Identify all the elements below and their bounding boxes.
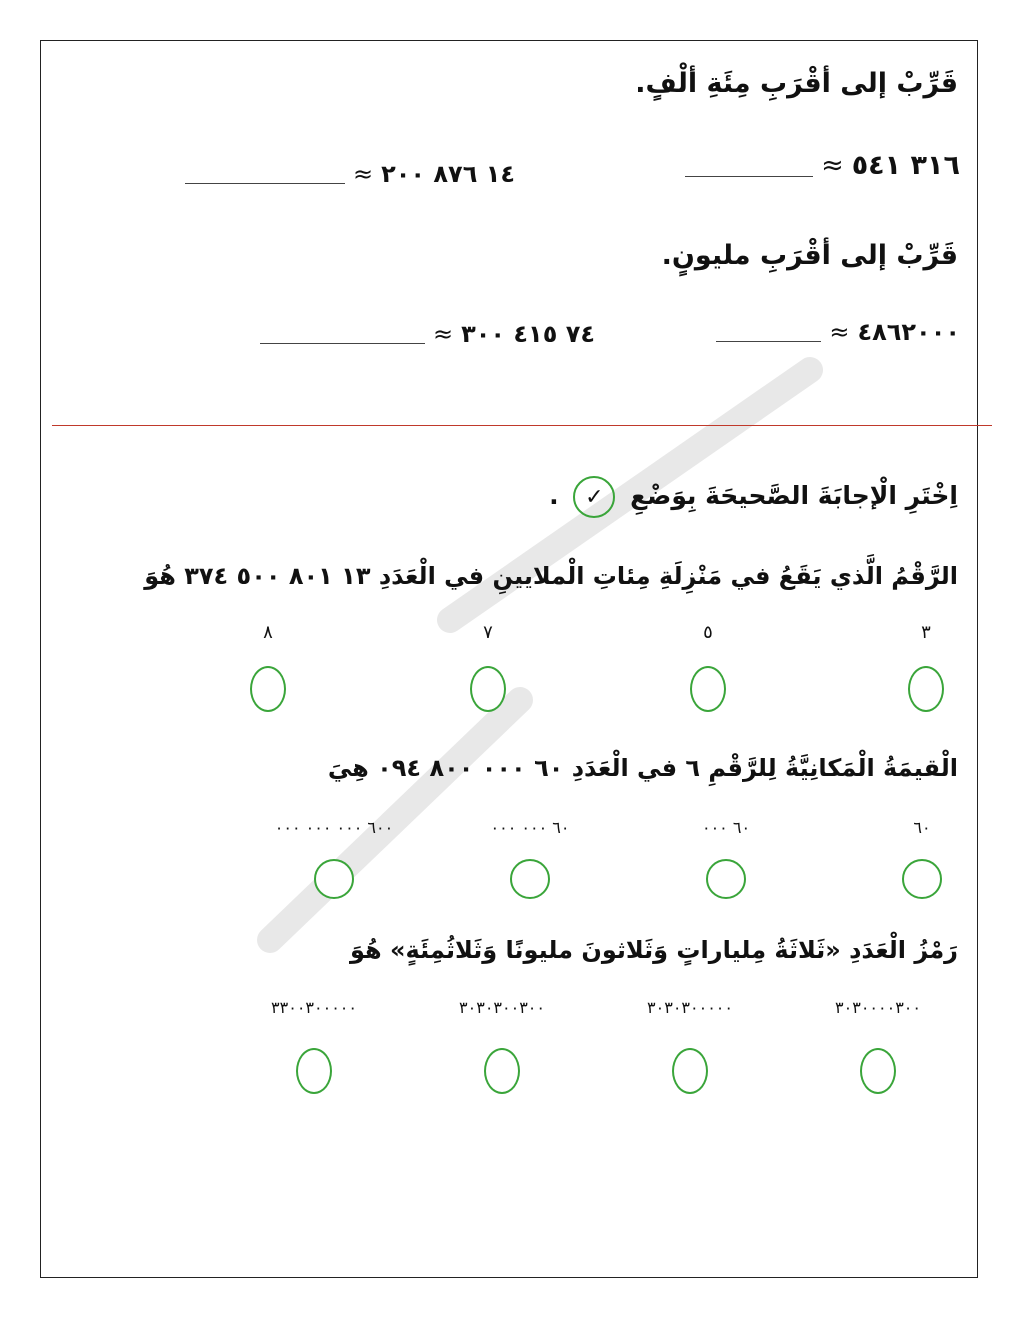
approx-sign: ≈ xyxy=(432,320,454,348)
round-item-1 xyxy=(685,150,960,181)
q2-choice-label: ٦٠ ٠٠٠ xyxy=(701,818,751,837)
question-3-text: رَمْزُ الْعَدَدِ «ثَلاثَةُ مِلياراتٍ وَثَلاثونَ مليونًا وَثَلاثُمِئَةٍ» هُوَ xyxy=(349,936,958,964)
checkmark-icon: ✓ xyxy=(573,476,615,518)
question-1-text: الرَّقْمُ الَّذي يَقَعُ في مَنْزِلَةِ مِئاتِ الْملايينِ في الْعَدَدِ ١٣ ٨٠١ ٥٠٠ ٣٧٤ هُوَ xyxy=(144,562,958,590)
q3-choice-circle[interactable] xyxy=(860,1048,896,1094)
answer-blank[interactable] xyxy=(685,172,813,177)
question-2-text: الْقيمَةُ الْمَكانِيَّةُ لِلرَّقْمِ ٦ في الْعَدَدِ ٦٠ ٠٠٠ ٨٠٠ ٠٩٤ هِيَ xyxy=(327,754,958,782)
q3-choice-label: ٣٠٣٠٣٠٠٣٠٠ xyxy=(459,998,545,1017)
q2-choice-circle[interactable] xyxy=(706,859,746,899)
q1-choice-circle[interactable] xyxy=(690,666,726,712)
heading-round-thousand: قَرِّبْ إلى أقْرَبِ مِئَةِ ألْفٍ. xyxy=(635,68,958,99)
instruction-text: اِخْتَرِ الْإجابَةَ الصَّحيحَةَ بِوَضْعِ xyxy=(630,481,958,510)
approx-sign: ≈ xyxy=(352,160,374,188)
round-number: ١٤ ٨٧٦ ٢٠٠ xyxy=(381,160,515,188)
q3-choice-label: ٣٠٣٠٣٠٠٠٠٠ xyxy=(647,998,733,1017)
q2-choice-label: ٦٠ xyxy=(913,818,931,837)
approx-sign: ≈ xyxy=(821,150,844,181)
section-divider xyxy=(52,425,992,426)
answer-blank[interactable] xyxy=(185,179,345,184)
answer-blank[interactable] xyxy=(260,339,425,344)
q1-choice-label: ٨ xyxy=(263,622,273,643)
q3-choice-label: ٣٣٠٠٣٠٠٠٠٠ xyxy=(271,998,357,1017)
q2-choice-label: ٦٠ ٠٠٠ ٠٠٠ xyxy=(490,818,570,837)
approx-sign: ≈ xyxy=(829,318,850,346)
q1-choice-label: ٥ xyxy=(703,622,713,643)
page-frame xyxy=(40,40,978,1278)
round-number: ٤٨٦٢٠٠٠ xyxy=(857,318,960,346)
q3-choice-circle[interactable] xyxy=(672,1048,708,1094)
round-item-2 xyxy=(185,160,515,188)
q2-choice-circle[interactable] xyxy=(314,859,354,899)
round-number: ٧٤ ٤١٥ ٣٠٠ xyxy=(461,320,595,348)
answer-blank[interactable] xyxy=(716,337,821,342)
q1-choice-circle[interactable] xyxy=(470,666,506,712)
q1-choice-label: ٧ xyxy=(483,622,493,643)
q2-choice-label: ٦٠٠ ٠٠٠ ٠٠٠ ٠٠٠ xyxy=(274,818,394,837)
q2-choice-circle[interactable] xyxy=(510,859,550,899)
q3-choice-circle[interactable] xyxy=(484,1048,520,1094)
instruction-period: . xyxy=(549,481,559,510)
round-item-3 xyxy=(716,318,960,346)
q1-choice-circle[interactable] xyxy=(250,666,286,712)
q2-choice-circle[interactable] xyxy=(902,859,942,899)
heading-round-million: قَرِّبْ إلى أقْرَبِ مليونٍ. xyxy=(661,240,958,271)
q3-choice-label: ٣٠٣٠٠٠٠٣٠٠ xyxy=(835,998,921,1017)
q1-choice-circle[interactable] xyxy=(908,666,944,712)
round-item-4 xyxy=(260,320,595,348)
q3-choice-circle[interactable] xyxy=(296,1048,332,1094)
instruction-choose xyxy=(549,476,958,518)
q1-choice-label: ٣ xyxy=(921,622,931,643)
round-number: ٣١٦ ٥٤١ xyxy=(851,150,960,181)
